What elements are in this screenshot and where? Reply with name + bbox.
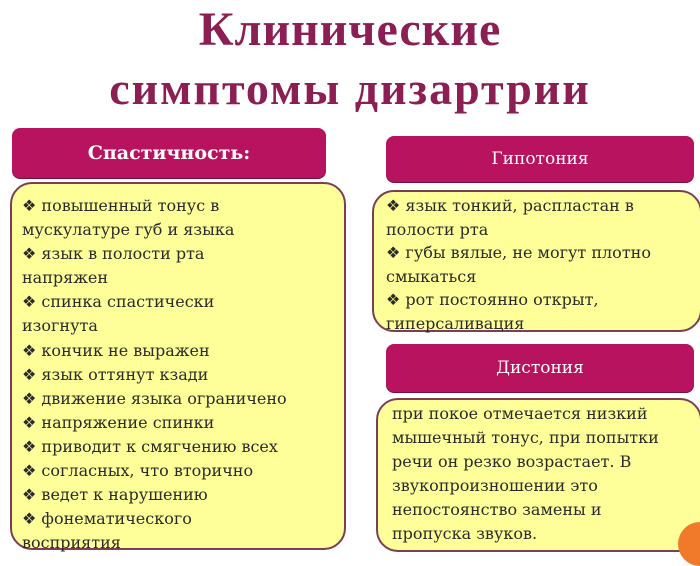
hypotonia-header-label: Гипотония xyxy=(491,149,589,169)
spasticity-header-label: Спастичность: xyxy=(87,142,251,164)
hypotonia-line: ❖ губы вялые, не могут плотно xyxy=(386,243,651,262)
spasticity-line: мускулатуре губ и языка xyxy=(22,220,235,240)
spasticity-line: ❖ движение языка ограничено xyxy=(22,388,287,408)
spasticity-line: ❖ язык в полости рта xyxy=(22,244,205,264)
hypotonia-line: смыкаться xyxy=(386,266,477,286)
spasticity-line: ❖ согласных, что вторично xyxy=(22,461,254,481)
hypotonia-line: гиперсаливация xyxy=(386,313,525,333)
spasticity-card xyxy=(10,182,346,553)
dystonia-line: при покое отмечается низкий xyxy=(392,404,648,423)
spasticity-line: ❖ фонематического xyxy=(22,509,192,529)
hypotonia-line: ❖ язык тонкий, распластан в xyxy=(386,196,634,215)
spasticity-line: ❖ ведет к нарушению xyxy=(22,485,208,505)
dystonia-line: непостоянство замены и xyxy=(392,500,602,519)
hypotonia-card xyxy=(372,190,700,332)
spasticity-line: изогнута xyxy=(22,316,98,336)
spasticity-line: напряжен xyxy=(22,268,109,288)
dystonia-header-label: Дистония xyxy=(496,358,584,378)
hypotonia-line: ❖ рот постоянно открыт, xyxy=(386,290,599,309)
dystonia-line: звукопроизношении это xyxy=(392,476,598,495)
hypotonia-header xyxy=(386,136,694,182)
spasticity-header xyxy=(12,128,326,178)
spasticity-line: ❖ приводит к смягчению всех xyxy=(22,436,278,456)
dystonia-card xyxy=(376,398,700,552)
spasticity-line: ❖ кончик не выражен xyxy=(22,340,210,360)
page-title-line-2: симптомы дизартрии xyxy=(109,63,591,114)
dystonia-line: речи он резко возрастает. В xyxy=(392,452,632,471)
spasticity-line: ❖ спинка спастически xyxy=(22,292,215,312)
spasticity-line: ❖ язык оттянут кзади xyxy=(22,364,209,384)
spasticity-line: восприятия xyxy=(22,533,121,553)
spasticity-line: ❖ повышенный тонус в xyxy=(22,196,220,215)
page-title-line-1: Клинические xyxy=(198,3,502,56)
spasticity-line: ❖ напряжение спинки xyxy=(22,412,215,432)
dystonia-header xyxy=(386,344,694,392)
dystonia-line: мышечный тонус, при попытки xyxy=(392,428,659,447)
dystonia-line: пропуска звуков. xyxy=(392,524,538,543)
hypotonia-line: полости рта xyxy=(386,219,489,239)
